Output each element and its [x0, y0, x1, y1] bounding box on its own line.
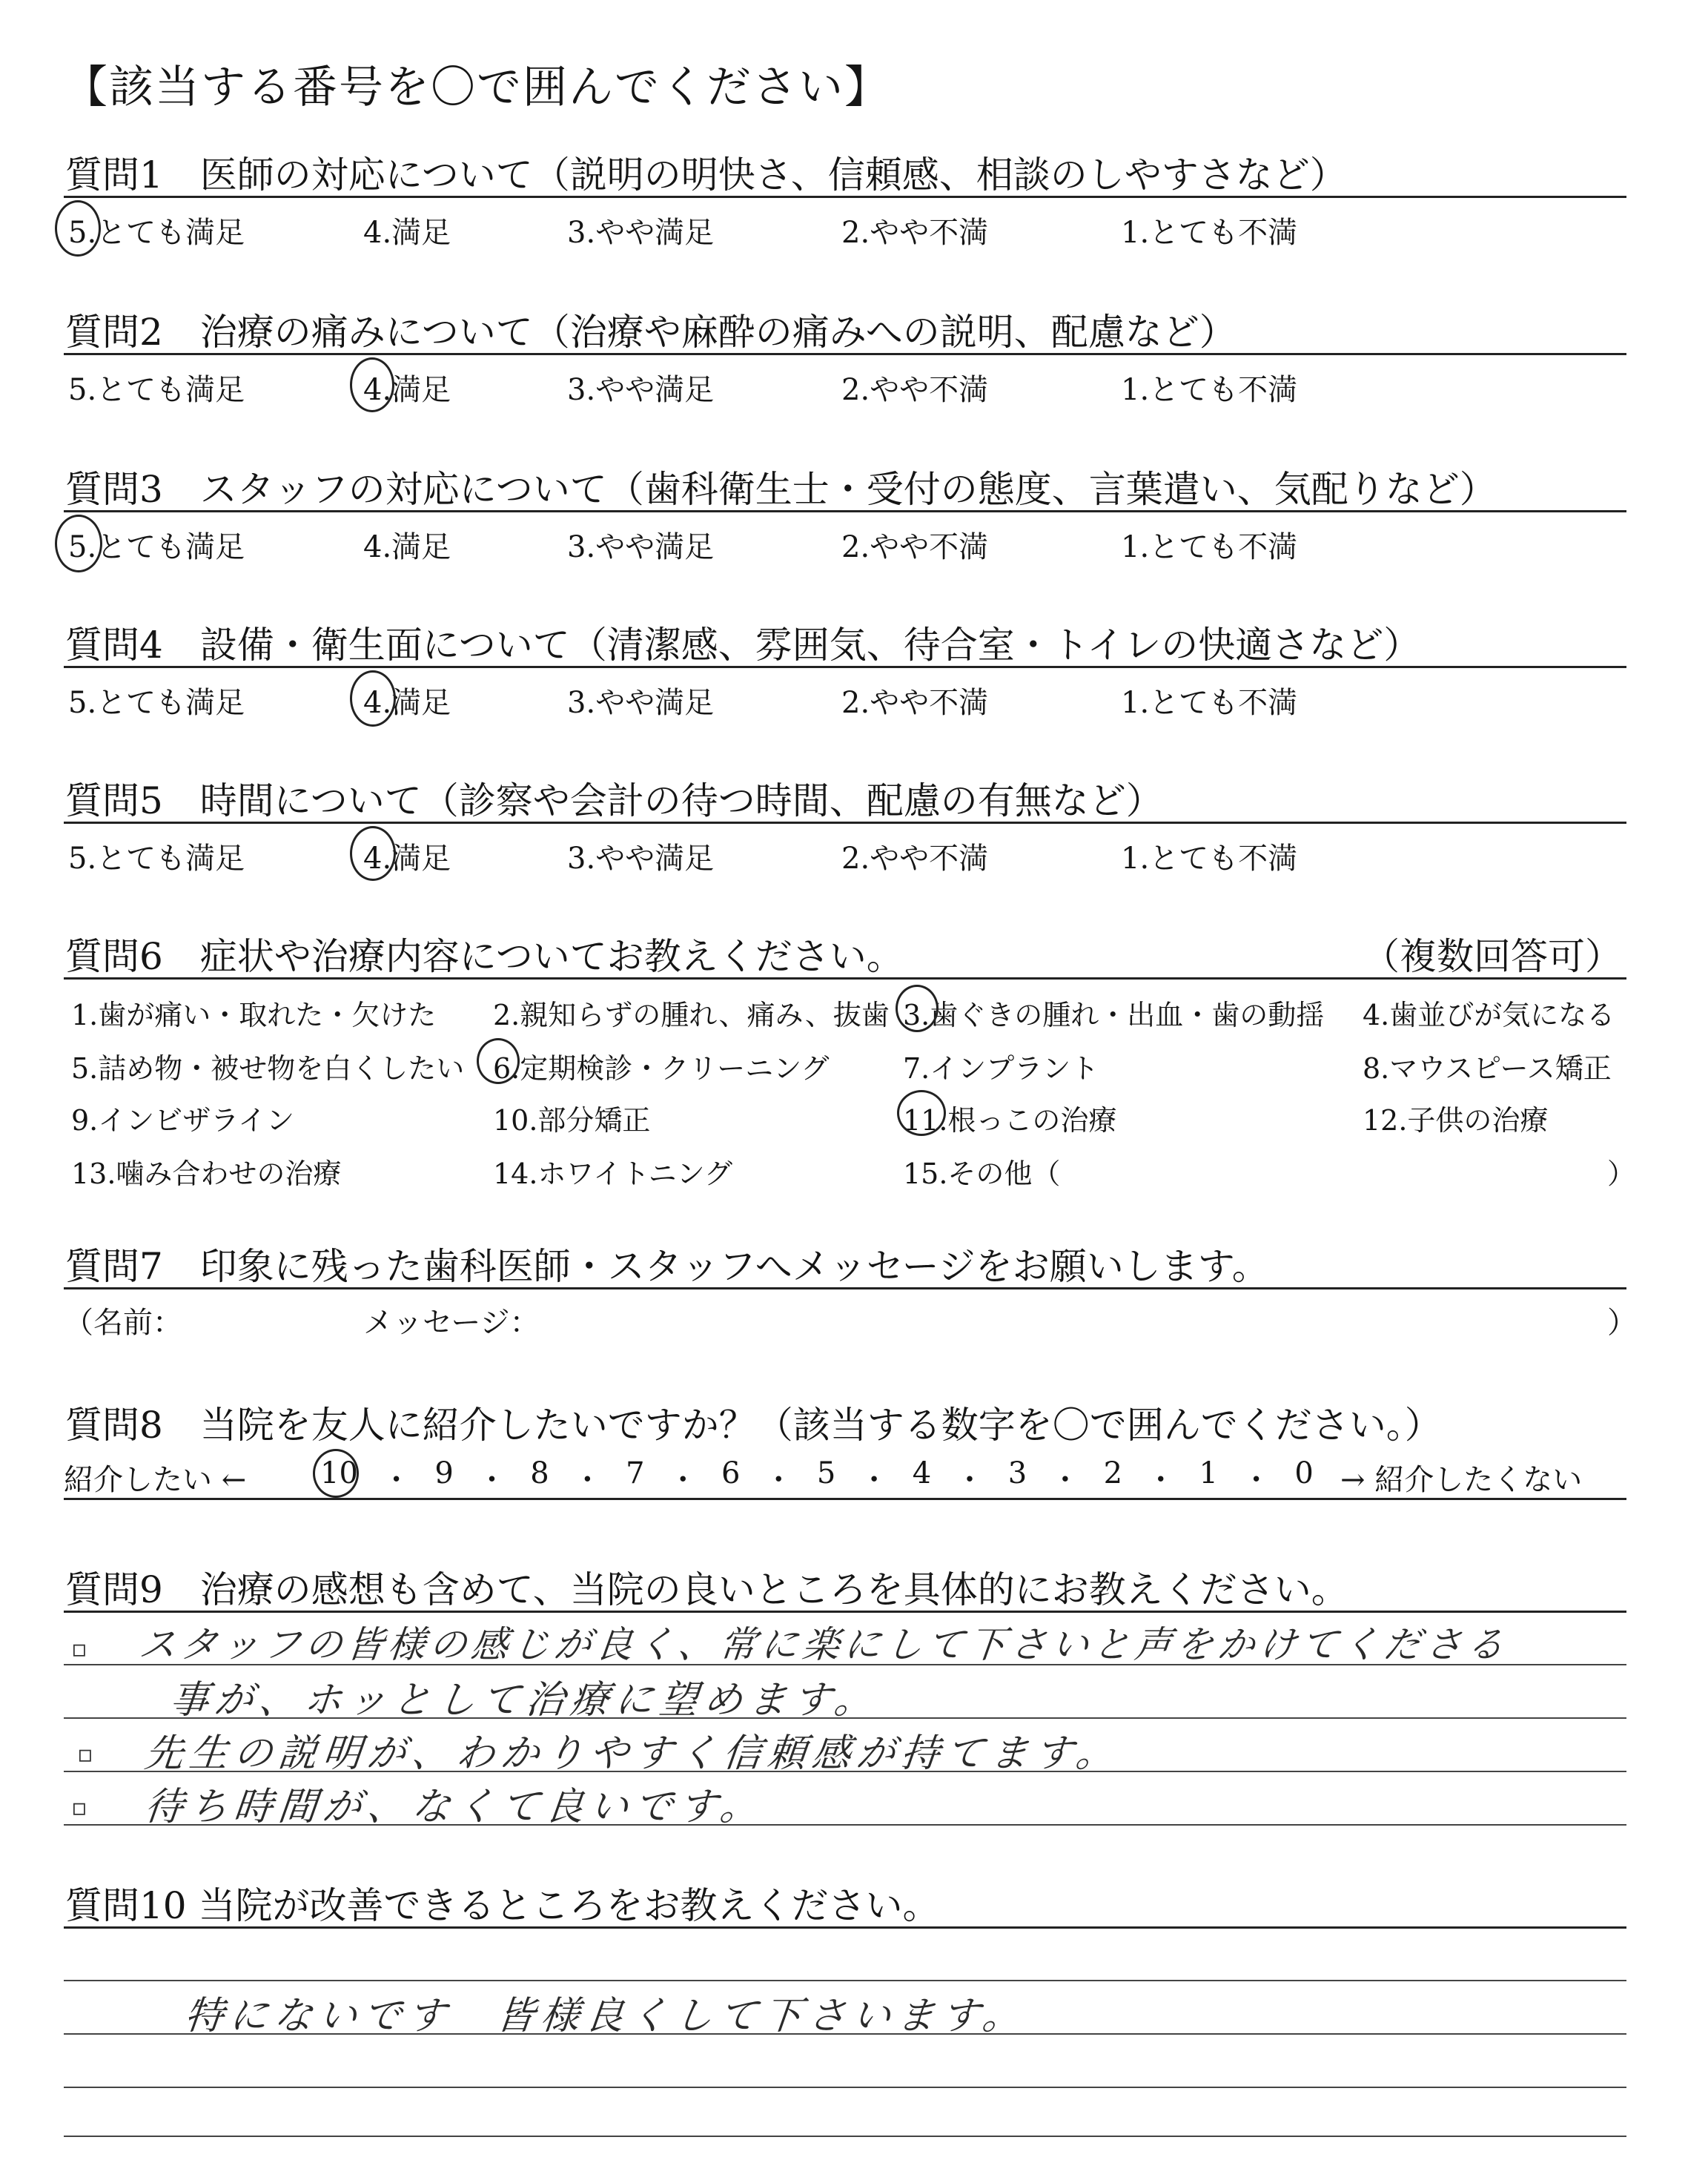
q6-option-5[interactable]: 5.詰め物・被せ物を白くしたい: [71, 1052, 465, 1085]
q6-option-12[interactable]: 12.子供の治療: [1363, 1104, 1549, 1137]
q6-option-14[interactable]: 14.ホワイトニング: [493, 1157, 733, 1190]
q6-option-11[interactable]: 11.根っこの治療: [903, 1104, 1117, 1137]
q5-option-5[interactable]: 5.とても満足: [68, 842, 245, 876]
q10-line-3: [64, 2087, 1626, 2088]
q3-title: 質問3 スタッフの対応について（歯科衛生士・受付の態度、言葉遣い、気配りなど）: [65, 468, 1497, 511]
q9-handwriting-line-4: 待ち時間が、なくて良いです。: [142, 1785, 767, 1829]
q5-option-3[interactable]: 3.やや満足: [567, 842, 715, 876]
q6-option-1[interactable]: 1.歯が痛い・取れた・欠けた: [71, 999, 437, 1031]
q8-dot: ・: [477, 1463, 507, 1497]
q7-rule: [64, 1287, 1626, 1289]
q8-score-2[interactable]: 2: [1103, 1456, 1123, 1490]
q5-title: 質問5 時間について（診察や会計の待つ時間、配慮の有無など）: [65, 779, 1163, 822]
q7-name-label: （名前：: [64, 1306, 182, 1340]
q6-option-10[interactable]: 10.部分矯正: [493, 1104, 651, 1137]
q1-selection-circle: [55, 200, 101, 257]
q9-handwriting-line-3: 先生の説明が、わかりやすく信頼感が持てます。: [142, 1731, 1123, 1776]
q8-dot: ・: [1145, 1463, 1176, 1497]
q2-selection-circle: [350, 357, 394, 412]
handwritten-bullet-icon: ▫: [77, 1740, 93, 1768]
q4-option-1[interactable]: 1.とても不満: [1121, 686, 1298, 720]
q6-selection-circle-11: [897, 1090, 946, 1136]
q3-option-5[interactable]: 5.とても満足: [68, 530, 245, 564]
handwritten-bullet-icon: ▫: [71, 1634, 87, 1662]
q6-option-8[interactable]: 8.マウスピース矯正: [1363, 1052, 1612, 1085]
q1-option-1[interactable]: 1.とても不満: [1121, 216, 1298, 250]
q8-dot: ・: [764, 1463, 794, 1497]
q2-option-4[interactable]: 4.満足: [363, 373, 451, 407]
q10-rule-top: [64, 1926, 1626, 1929]
q1-option-3[interactable]: 3.やや満足: [567, 216, 715, 250]
q3-rule: [64, 510, 1626, 512]
q4-option-3[interactable]: 3.やや満足: [567, 686, 715, 720]
q4-option-5[interactable]: 5.とても満足: [68, 686, 245, 720]
q8-score-4[interactable]: 4: [912, 1456, 932, 1490]
q2-option-5[interactable]: 5.とても満足: [68, 373, 245, 407]
q7-title: 質問7 印象に残った歯科医師・スタッフへメッセージをお願いします。: [65, 1245, 1269, 1288]
q7-close-paren: ）: [1607, 1306, 1637, 1340]
q4-option-2[interactable]: 2.やや不満: [841, 686, 989, 720]
q9-title: 質問9 治療の感想も含めて、当院の良いところを具体的にお教えください。: [65, 1568, 1348, 1611]
q8-dot: ・: [381, 1463, 411, 1497]
q4-selection-circle: [350, 670, 396, 727]
q6-option-13[interactable]: 13.噛み合わせの治療: [71, 1157, 342, 1190]
q4-rule: [64, 666, 1626, 668]
q8-left-label: 紹介したい ←: [64, 1463, 247, 1497]
q3-option-4[interactable]: 4.満足: [363, 530, 451, 564]
q2-option-1[interactable]: 1.とても不満: [1121, 373, 1298, 407]
q5-rule: [64, 822, 1626, 824]
q8-rule: [64, 1498, 1626, 1500]
q6-title: 質問6 症状や治療内容についてお教えください。: [65, 935, 904, 978]
q10-line-1: [64, 1980, 1626, 1981]
q8-dot: ・: [1050, 1463, 1080, 1497]
q6-option-4[interactable]: 4.歯並びが気になる: [1363, 999, 1615, 1031]
q5-selection-circle: [350, 826, 396, 881]
q3-selection-circle: [55, 515, 102, 572]
q3-option-2[interactable]: 2.やや不満: [841, 530, 989, 564]
q9-handwriting-line-1: スタッフの皆様の感じが良く、常に楽にして下さいと声をかけてくださる: [136, 1623, 1511, 1666]
q7-message-label: メッセージ：: [363, 1306, 540, 1340]
q8-selection-circle: [313, 1449, 359, 1498]
q2-option-2[interactable]: 2.やや不満: [841, 373, 989, 407]
q8-right-label: → 紹介したくない: [1340, 1463, 1583, 1497]
q1-rule: [64, 196, 1626, 198]
q10-handwriting: 特にないです 皆様良くして下さいます。: [182, 1994, 1030, 2038]
q8-score-9[interactable]: 9: [434, 1456, 454, 1490]
q2-option-3[interactable]: 3.やや満足: [567, 373, 715, 407]
q2-rule: [64, 353, 1626, 355]
q8-dot: ・: [954, 1463, 984, 1497]
q8-score-5[interactable]: 5: [816, 1456, 836, 1490]
q8-score-0[interactable]: 0: [1294, 1456, 1314, 1490]
q4-title: 質問4 設備・衛生面について（清潔感、雰囲気、待合室・トイレの快適さなど）: [65, 624, 1421, 667]
q6-option-6[interactable]: 6.定期検診・クリーニング: [493, 1052, 830, 1085]
q8-title: 質問8 当院を友人に紹介したいですか？（該当する数字を〇で囲んでください。）: [65, 1404, 1442, 1447]
q8-score-8[interactable]: 8: [530, 1456, 549, 1490]
q3-option-1[interactable]: 1.とても不満: [1121, 530, 1298, 564]
q1-option-5[interactable]: 5.とても満足: [68, 216, 245, 250]
q1-option-2[interactable]: 2.やや不満: [841, 216, 989, 250]
q5-option-1[interactable]: 1.とても不満: [1121, 842, 1298, 876]
q1-title: 質問1 医師の対応について（説明の明快さ、信頼感、相談のしやすさなど）: [65, 153, 1347, 196]
q6-selection-circle-3: [896, 985, 939, 1032]
q8-dot: ・: [1241, 1463, 1271, 1497]
q8-dot: ・: [572, 1463, 603, 1497]
q6-other-close: ）: [1607, 1157, 1636, 1190]
q6-option-2[interactable]: 2.親知らずの腫れ、痛み、抜歯: [493, 999, 890, 1031]
q6-option-9[interactable]: 9.インビザライン: [71, 1104, 295, 1137]
q5-option-4[interactable]: 4.満足: [363, 842, 451, 876]
q4-option-4[interactable]: 4.満足: [363, 686, 451, 720]
q6-multiple-note: （複数回答可）: [1363, 935, 1622, 978]
q10-title: 質問10 当院が改善できるところをお教えください。: [65, 1884, 940, 1927]
q6-rule: [64, 977, 1626, 980]
q8-score-1[interactable]: 1: [1199, 1456, 1218, 1490]
q6-selection-circle-6: [477, 1038, 520, 1084]
q8-score-7[interactable]: 7: [626, 1456, 645, 1490]
q6-option-3[interactable]: 3.歯ぐきの腫れ・出血・歯の動揺: [903, 999, 1325, 1031]
q9-handwriting-line-2: 事が、ホッとして治療に望めます。: [168, 1678, 881, 1723]
q8-score-6[interactable]: 6: [721, 1456, 741, 1490]
q8-dot: ・: [859, 1463, 890, 1497]
q10-line-4: [64, 2136, 1626, 2137]
q1-option-4[interactable]: 4.満足: [363, 216, 451, 250]
q6-option-15[interactable]: 15.その他（: [903, 1157, 1061, 1190]
q5-option-2[interactable]: 2.やや不満: [841, 842, 989, 876]
q6-option-7[interactable]: 7.インプラント: [903, 1052, 1099, 1085]
q2-title: 質問2 治療の痛みについて（治療や麻酔の痛みへの説明、配慮など）: [65, 311, 1237, 354]
q3-option-3[interactable]: 3.やや満足: [567, 530, 715, 564]
q8-dot: ・: [668, 1463, 698, 1497]
instruction-header: 【該当する番号を〇で囲んでください】: [63, 62, 890, 113]
q8-score-3[interactable]: 3: [1007, 1456, 1027, 1490]
q9-rule-top: [64, 1611, 1626, 1613]
handwritten-bullet-icon: ▫: [71, 1793, 87, 1821]
q8-score-10[interactable]: 10: [320, 1456, 358, 1490]
q8-scale: [320, 1456, 1314, 1499]
